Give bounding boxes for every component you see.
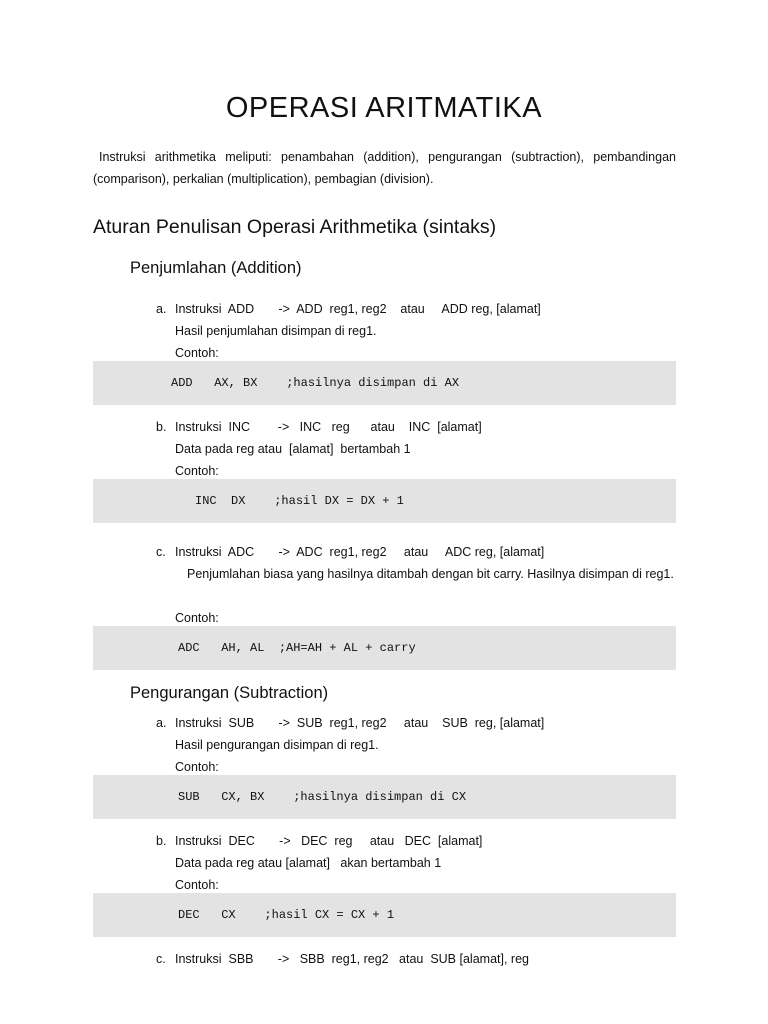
example-label: Contoh: xyxy=(175,611,219,625)
list-item-add xyxy=(156,298,676,364)
syntax-line: Instruksi DEC -> DEC reg atau DEC [alamat] xyxy=(175,834,483,848)
subtraction-heading: Pengurangan (Subtraction) xyxy=(130,684,329,702)
list-item-inc xyxy=(156,416,676,482)
description: Hasil pengurangan disimpan di reg1. xyxy=(175,738,379,752)
addition-heading: Penjumlahan (Addition) xyxy=(130,259,302,277)
description: Hasil penjumlahan disimpan di reg1. xyxy=(175,324,377,338)
description: Data pada reg atau [alamat] bertambah 1 xyxy=(175,442,411,456)
list-item-sub xyxy=(156,712,676,778)
example-label: Contoh: xyxy=(175,878,219,892)
intro-paragraph: Instruksi arithmetika meliputi: penambahan (addition), pengurangan (subtraction), pembandingan (comparison), perkalian (multiplication), pembagian (division). xyxy=(93,150,676,186)
example-label: Contoh: xyxy=(175,346,219,360)
list-marker: b. xyxy=(156,420,167,434)
syntax-line: Instruksi SUB -> SUB reg1, reg2 atau SUB reg, [alamat] xyxy=(175,716,545,730)
list-marker: c. xyxy=(156,952,166,966)
syntax-line: Instruksi INC -> INC reg atau INC [alamat] xyxy=(175,420,482,434)
description: Data pada reg atau [alamat] akan bertambah 1 xyxy=(175,856,442,870)
syntax-line: Instruksi SBB -> SBB reg1, reg2 atau SUB [alamat], reg xyxy=(175,952,529,966)
code-block-sub: SUB CX, BX ;hasilnya disimpan di CX xyxy=(93,775,676,819)
list-marker: c. xyxy=(156,545,166,559)
list-item-dec xyxy=(156,830,676,896)
syntax-line: Instruksi ADC -> ADC reg1, reg2 atau ADC reg, [alamat] xyxy=(175,545,545,559)
section-heading: Aturan Penulisan Operasi Arithmetika (sintaks) xyxy=(93,216,497,238)
example-label: Contoh: xyxy=(175,464,219,478)
code-block-inc: INC DX ;hasil DX = DX + 1 xyxy=(93,479,676,523)
list-item-adc xyxy=(156,541,676,629)
syntax-line: Instruksi ADD -> ADD reg1, reg2 atau ADD reg, [alamat] xyxy=(175,302,541,316)
list-item-sbb xyxy=(156,948,676,970)
example-label: Contoh: xyxy=(175,760,219,774)
list-marker: a. xyxy=(156,302,167,316)
description: Penjumlahan biasa yang hasilnya ditambah dengan bit carry. Hasilnya disimpan di reg1. xyxy=(187,567,674,581)
list-marker: b. xyxy=(156,834,167,848)
code-block-dec: DEC CX ;hasil CX = CX + 1 xyxy=(93,893,676,937)
code-block-add: ADD AX, BX ;hasilnya disimpan di AX xyxy=(93,361,676,405)
page-title: OPERASI ARITMATIKA xyxy=(225,92,543,124)
list-marker: a. xyxy=(156,716,167,730)
code-block-adc: ADC AH, AL ;AH=AH + AL + carry xyxy=(93,626,676,670)
